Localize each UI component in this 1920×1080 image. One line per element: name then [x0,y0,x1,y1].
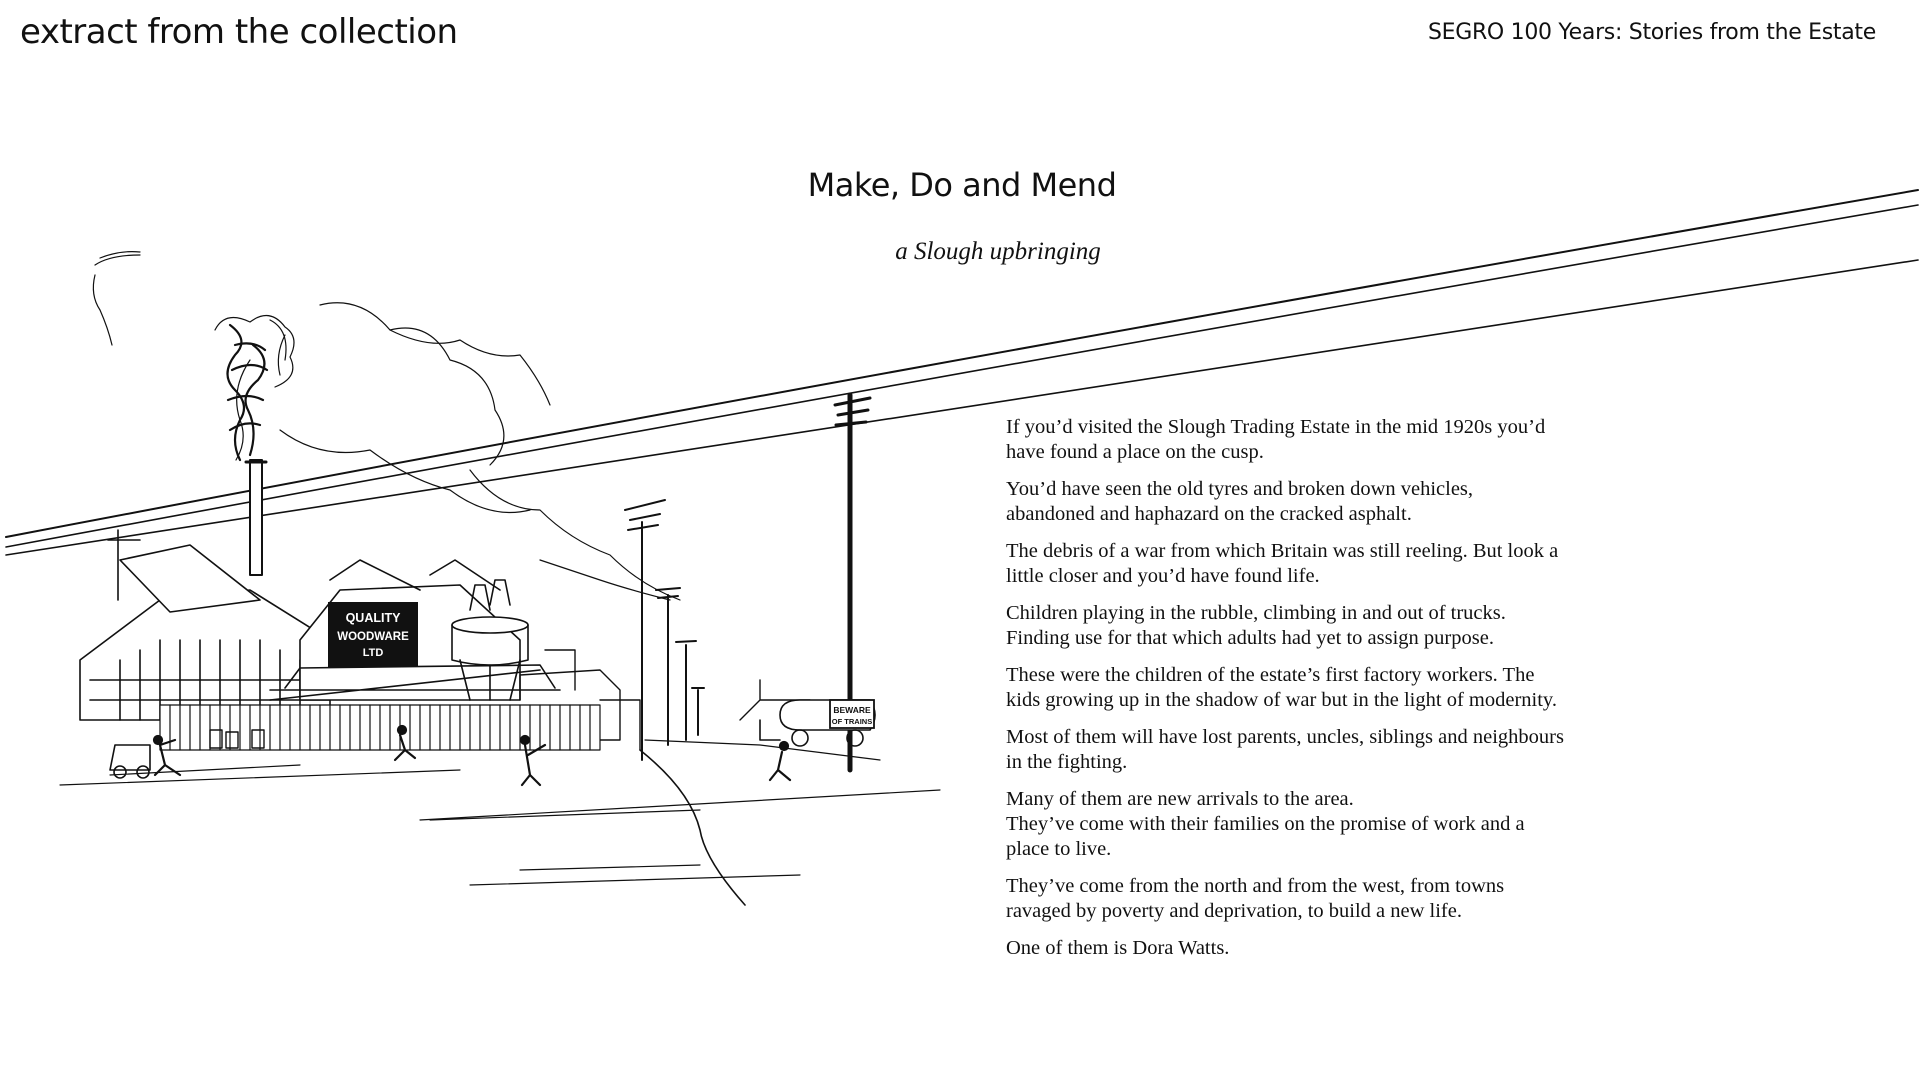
paragraph: One of them is Dora Watts. [1006,937,1230,959]
paragraph: Many of them are new arrivals to the area. They’ve come with their families on the promise of work and a place to live. [1006,788,1525,860]
beware-trains-sign [830,700,874,728]
warning-line-1: BEWARE [833,705,871,715]
distant-poles [625,500,704,760]
series-title: SEGRO 100 Years: Stories from the Estate [1427,20,1876,45]
sign-line-1: QUALITY [345,611,401,625]
collection-label: extract from the collection [20,12,458,52]
ground [60,740,940,905]
chimney [250,460,262,575]
quality-woodware-sign [328,602,418,667]
paragraph: These were the children of the estate’s first factory workers. The kids growing up in the shadow of war but in the light of modernity. [1006,664,1557,711]
article-body [1006,415,1566,973]
warning-line-2: OF TRAINS [831,717,873,726]
paragraph: The debris of a war from which Britain was still reeling. But look a little closer and you’d have found life. [1006,540,1559,587]
paragraph: You’d have seen the old tyres and broken down vehicles, abandoned and haphazard on the cracked asphalt. [1006,478,1474,525]
sign-line-3: LTD [362,647,384,659]
paragraph: They’ve come from the north and from the west, from towns ravaged by poverty and deprivation, to build a new life. [1006,875,1505,922]
page-title: Make, Do and Mend [807,166,1117,204]
warehouse-left [80,530,330,720]
sign-line-2: WOODWARE [337,631,409,643]
chimney-smoke [228,325,268,460]
power-line-3 [6,260,1918,555]
paragraph: Children playing in the rubble, climbing in and out of trucks. Finding use for that which adults had yet to assign purpose. [1006,602,1506,649]
paragraph: If you’d visited the Slough Trading Estate in the mid 1920s you’d have found a place on the cusp. [1006,416,1546,463]
page-subtitle: a Slough upbringing [895,238,1101,265]
paragraph: Most of them will have lost parents, uncles, siblings and neighbours in the fighting. [1006,726,1564,773]
